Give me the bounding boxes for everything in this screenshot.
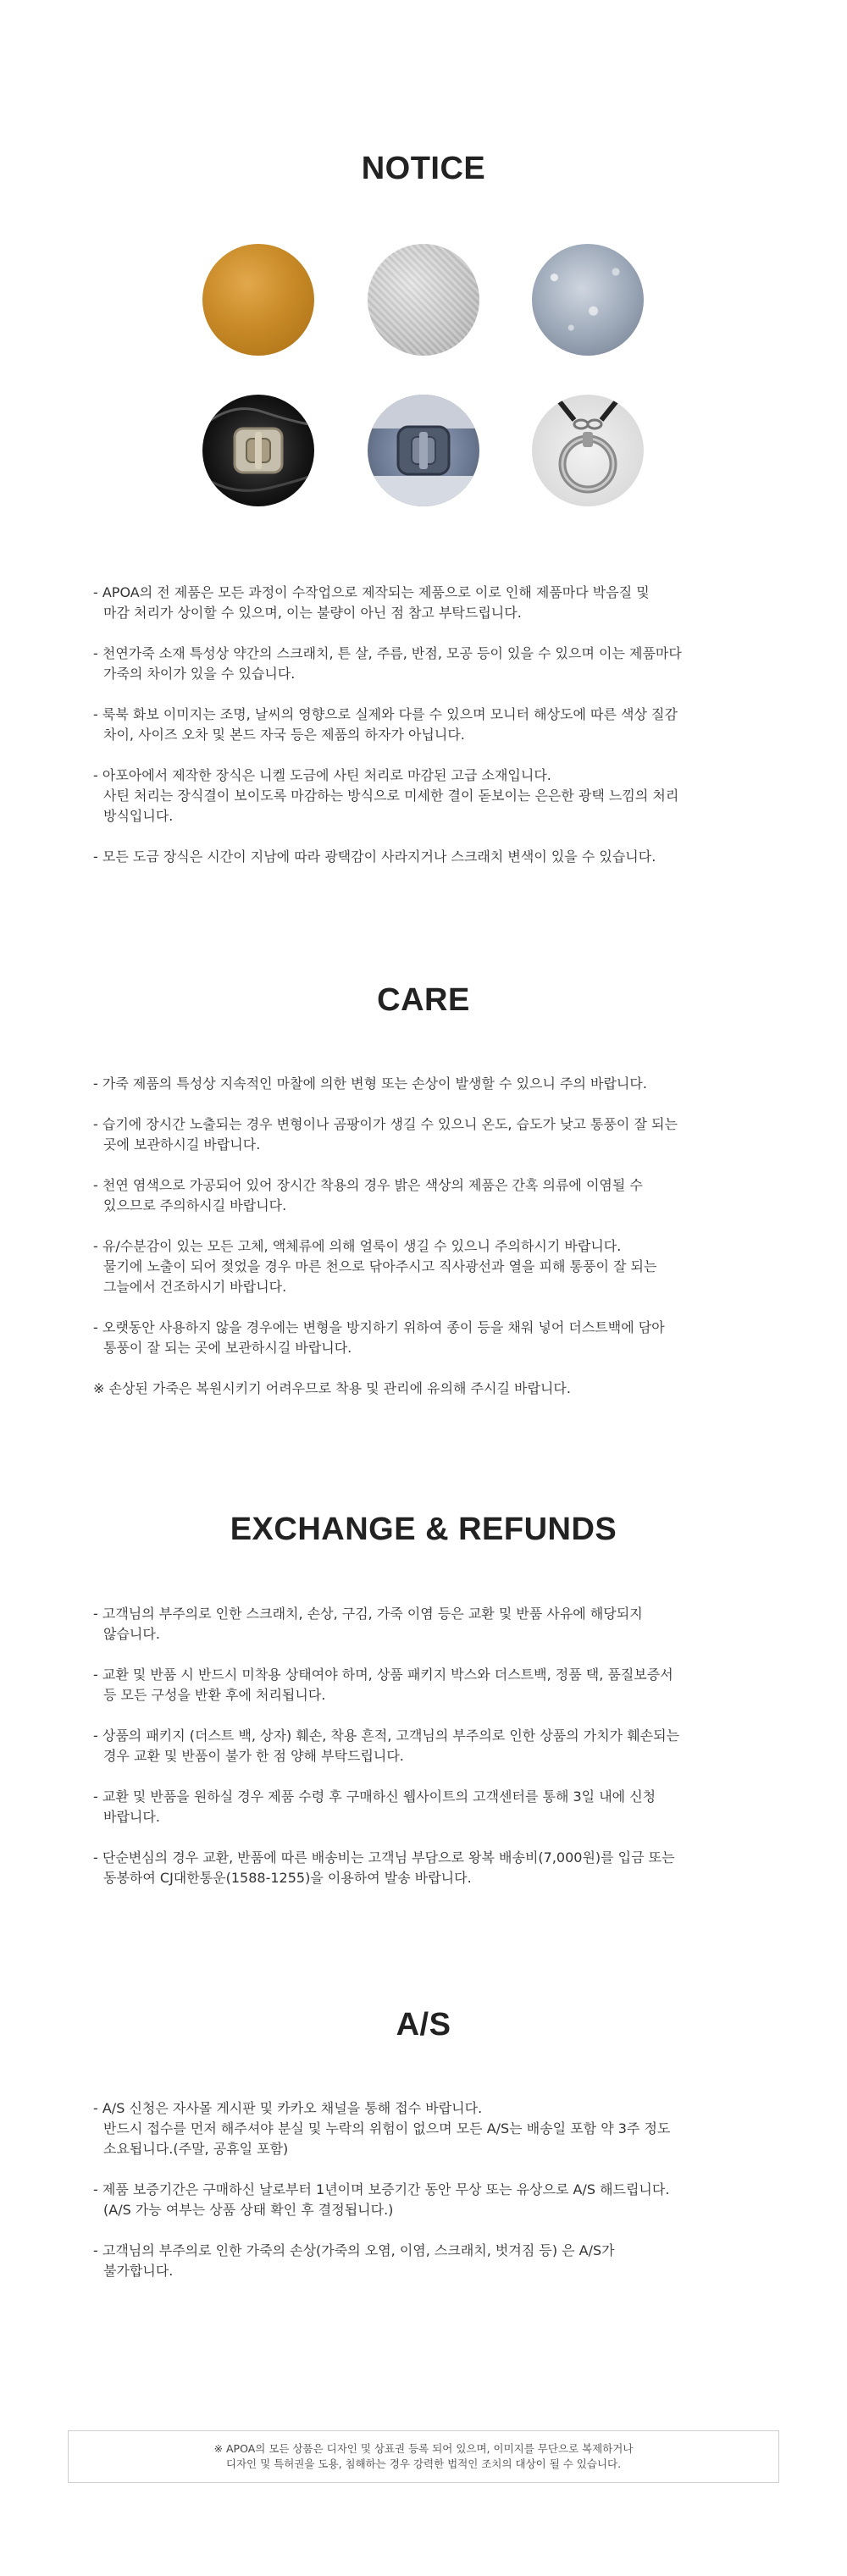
as-item: - A/S 신청은 자사몰 게시판 및 카카오 채널을 통해 접수 바랍니다. 반드시 접수를 먼저 해주셔야 분실 및 누락의 위험이 없으며 모든 A/S는 배송일 포함 약 3주 정도 소요됩니다.(주말, 공휴일 포함) xyxy=(93,2100,671,2157)
care-item: - 습기에 장시간 노출되는 경우 변형이나 곰팡이가 생길 수 있으니 온도, 습도가 낮고 통풍이 잘 되는 곳에 보관하시길 바랍니다. xyxy=(93,1116,678,1153)
exchange-item: - 단순변심의 경우 교환, 반품에 따른 배송비는 고객님 부담으로 왕복 배송비(7,000원)를 입금 또는 동봉하여 CJ대한통운(1588-1255)을 이용하여 발송 바랍니다. xyxy=(93,1849,675,1886)
care-note: ※ 손상된 가죽은 복원시키기 어려우므로 착용 및 관리에 유의해 주시길 바랍니다. xyxy=(93,1380,571,1396)
as-item: - 제품 보증기간은 구매하신 날로부터 1년이며 보증기간 동안 무상 또는 유상으로 A/S 해드립니다. (A/S 가능 여부는 상품 상태 확인 후 결정됩니다.) xyxy=(93,2181,670,2218)
exchange-title: EXCHANGE & REFUNDS xyxy=(230,1512,617,1547)
care-title: CARE xyxy=(377,982,470,1018)
care-list xyxy=(93,1074,762,1419)
exchange-item: - 고객님의 부주의로 인한 스크래치, 손상, 구김, 가죽 이염 등은 교환 및 반품 사유에 해당되지 않습니다. xyxy=(93,1606,643,1642)
care-item: - 오랫동안 사용하지 않을 경우에는 변형을 방지하기 위하여 종이 등을 채워 넣어 더스트백에 담아 통풍이 잘 되는 곳에 보관하시길 바랍니다. xyxy=(93,1319,665,1356)
notice-list xyxy=(93,583,762,887)
notice-item: - 모든 도금 장식은 시간이 지남에 따라 광택감이 사라지거나 스크래치 변색이 있을 수 있습니다. xyxy=(93,849,656,865)
as-title: A/S xyxy=(396,2007,451,2043)
exchange-item: - 상품의 패키지 (더스트 백, 상자) 훼손, 착용 흔적, 고객님의 부주의로 인한 상품의 가치가 훼손되는 경우 교환 및 반품이 불가 한 점 양해 부탁드립니다. xyxy=(93,1727,680,1764)
exchange-list xyxy=(93,1604,762,1909)
mustard-leather-swatch xyxy=(202,244,314,356)
gold-turn-lock-swatch xyxy=(202,395,314,506)
copyright-line-1: ※ APOA의 모든 상품은 디자인 및 상표권 등록 되어 있으며, 이미지를 무단으로 복제하거나 xyxy=(213,2442,634,2455)
care-item: - 유/수분감이 있는 모든 고체, 액체류에 의해 얼룩이 생길 수 있으니 주의하시기 바랍니다. 물기에 노출이 되어 젖었을 경우 마른 천으로 닦아주시고 직사광선과 열을 피해 통풍이 잘 되는 그늘에서 건조하시기 바랍니다. xyxy=(93,1238,657,1295)
notice-item: - 룩북 화보 이미지는 조명, 날씨의 영향으로 실제와 다를 수 있으며 모니터 해상도에 따른 색상 질감 차이, 사이즈 오차 및 본드 자국 등은 제품의 하자가 아닙니다. xyxy=(93,706,678,743)
copyright-notice-box xyxy=(68,2430,779,2483)
metallic-silver-swatch xyxy=(532,244,644,356)
notice-item: - APOA의 전 제품은 모든 과정이 수작업으로 제작되는 제품으로 이로 인해 제품마다 박음질 및 마감 처리가 상이할 수 있으며, 이는 불량이 아닌 점 참고 부탁드립니다. xyxy=(93,584,650,621)
notice-item: - 아포아에서 제작한 장식은 니켈 도금에 사틴 처리로 마감된 고급 소재입니다. 사틴 처리는 장식결이 보이도록 마감하는 방식으로 미세한 결이 돋보이는 은은한 광택 느낌의 처리 방식입니다. xyxy=(93,767,679,824)
notice-title: NOTICE xyxy=(361,151,486,186)
exchange-item: - 교환 및 반품을 원하실 경우 제품 수령 후 구매하신 웹사이트의 고객센터를 통해 3일 내에 신청 바랍니다. xyxy=(93,1788,656,1825)
exchange-item: - 교환 및 반품 시 반드시 미착용 상태여야 하며, 상품 패키지 박스와 더스트백, 정품 택, 품질보증서 등 모든 구성을 반환 후에 처리됩니다. xyxy=(93,1667,673,1703)
as-list xyxy=(93,2098,762,2302)
care-item: - 천연 염색으로 가공되어 있어 장시간 착용의 경우 밝은 색상의 제품은 간혹 의류에 이염될 수 있으므로 주의하시길 바랍니다. xyxy=(93,1177,643,1213)
notice-item: - 천연가죽 소재 특성상 약간의 스크래치, 튼 살, 주름, 반점, 모공 등이 있을 수 있으며 이는 제품마다 가죽의 차이가 있을 수 있습니다. xyxy=(93,645,682,682)
copyright-line-2: 디자인 및 특허권을 도용, 침해하는 경우 강력한 법적인 조치의 대상이 될 수 있습니다. xyxy=(225,2457,622,2470)
silver-ring-chain-swatch xyxy=(532,395,644,506)
silver-turn-lock-swatch xyxy=(368,395,479,506)
as-item: - 고객님의 부주의로 인한 가죽의 손상(가죽의 오염, 이염, 스크래치, 벗겨짐 등) 은 A/S가 불가합니다. xyxy=(93,2242,615,2279)
silver-leather-swatch xyxy=(368,244,479,356)
care-item: - 가죽 제품의 특성상 지속적인 마찰에 의한 변형 또는 손상이 발생할 수 있으니 주의 바랍니다. xyxy=(93,1075,647,1092)
